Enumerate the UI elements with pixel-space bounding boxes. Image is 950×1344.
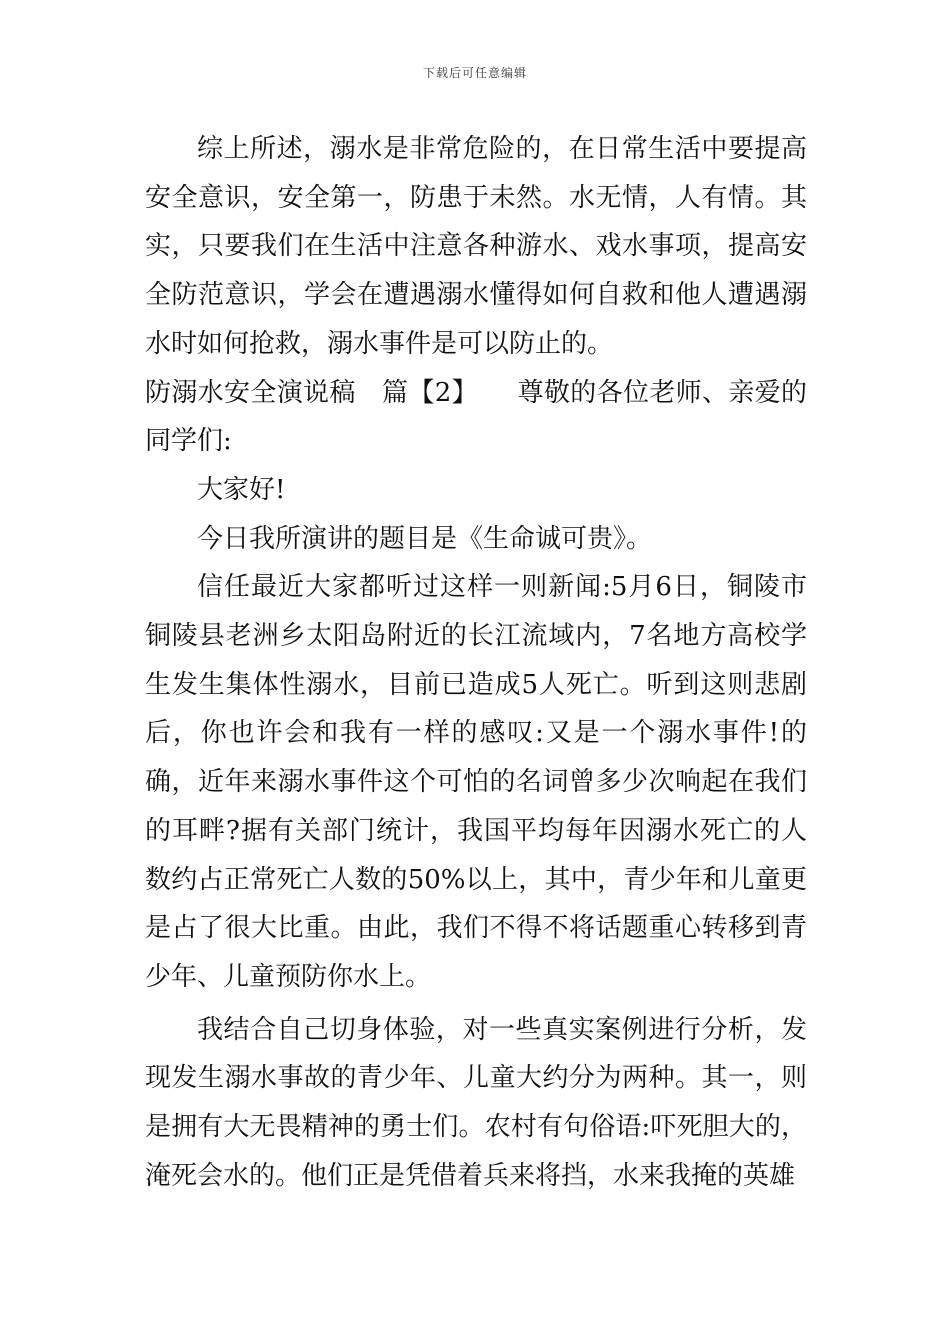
section-heading-speech-2: 防溺水安全演说稿 篇【2】 尊敬的各位老师、亲爱的同学们: <box>145 377 807 457</box>
paragraph-topic: 今日我所演讲的题目是《生命诚可贵》。 <box>197 523 653 554</box>
paragraph-greeting: 大家好! <box>197 474 286 505</box>
page-header: 下载后可任意编辑 <box>422 66 527 80</box>
paragraph-analysis: 我结合自己切身体验，对一些真实案例进行分析，发现发生溺水事故的青少年、儿童大约分为两种。其一，则是拥有大无畏精神的勇士们。农村有句俗语:吓死胆大的，淹死会水的。他们正是凭借着兵来将挡，水来我掩的英雄 <box>145 1014 807 1191</box>
document-body <box>145 125 807 1200</box>
paragraph-summary: 综上所述，溺水是非常危险的，在日常生活中要提高安全意识，安全第一，防患于未然。水无情，人有情。其实，只要我们在生活中注意各种游水、戏水事项，提高安全防范意识，学会在遭遇溺水懂得如何自救和他人遭遇溺水时如何抢救，溺水事件是可以防止的。 <box>145 134 807 359</box>
paragraph-news: 信任最近大家都听过这样一则新闻:5月6日，铜陵市铜陵县老洲乡太阳岛附近的长江流域内，7名地方高校学生发生集体性溺水，目前已造成5人死亡。听到这则悲剧后，你也许会和我有一样的感叹:又是一个溺水事件!的确，近年来溺水事件这个可怕的名词曾多少次响起在我们的耳畔?据有关部门统计，我国平均每年因溺水死亡的人数约占正常死亡人数的50%以上，其中，青少年和儿童更是占了很大比重。由此，我们不得不将话题重心转移到青少年、儿童预防你水上。 <box>145 572 807 992</box>
